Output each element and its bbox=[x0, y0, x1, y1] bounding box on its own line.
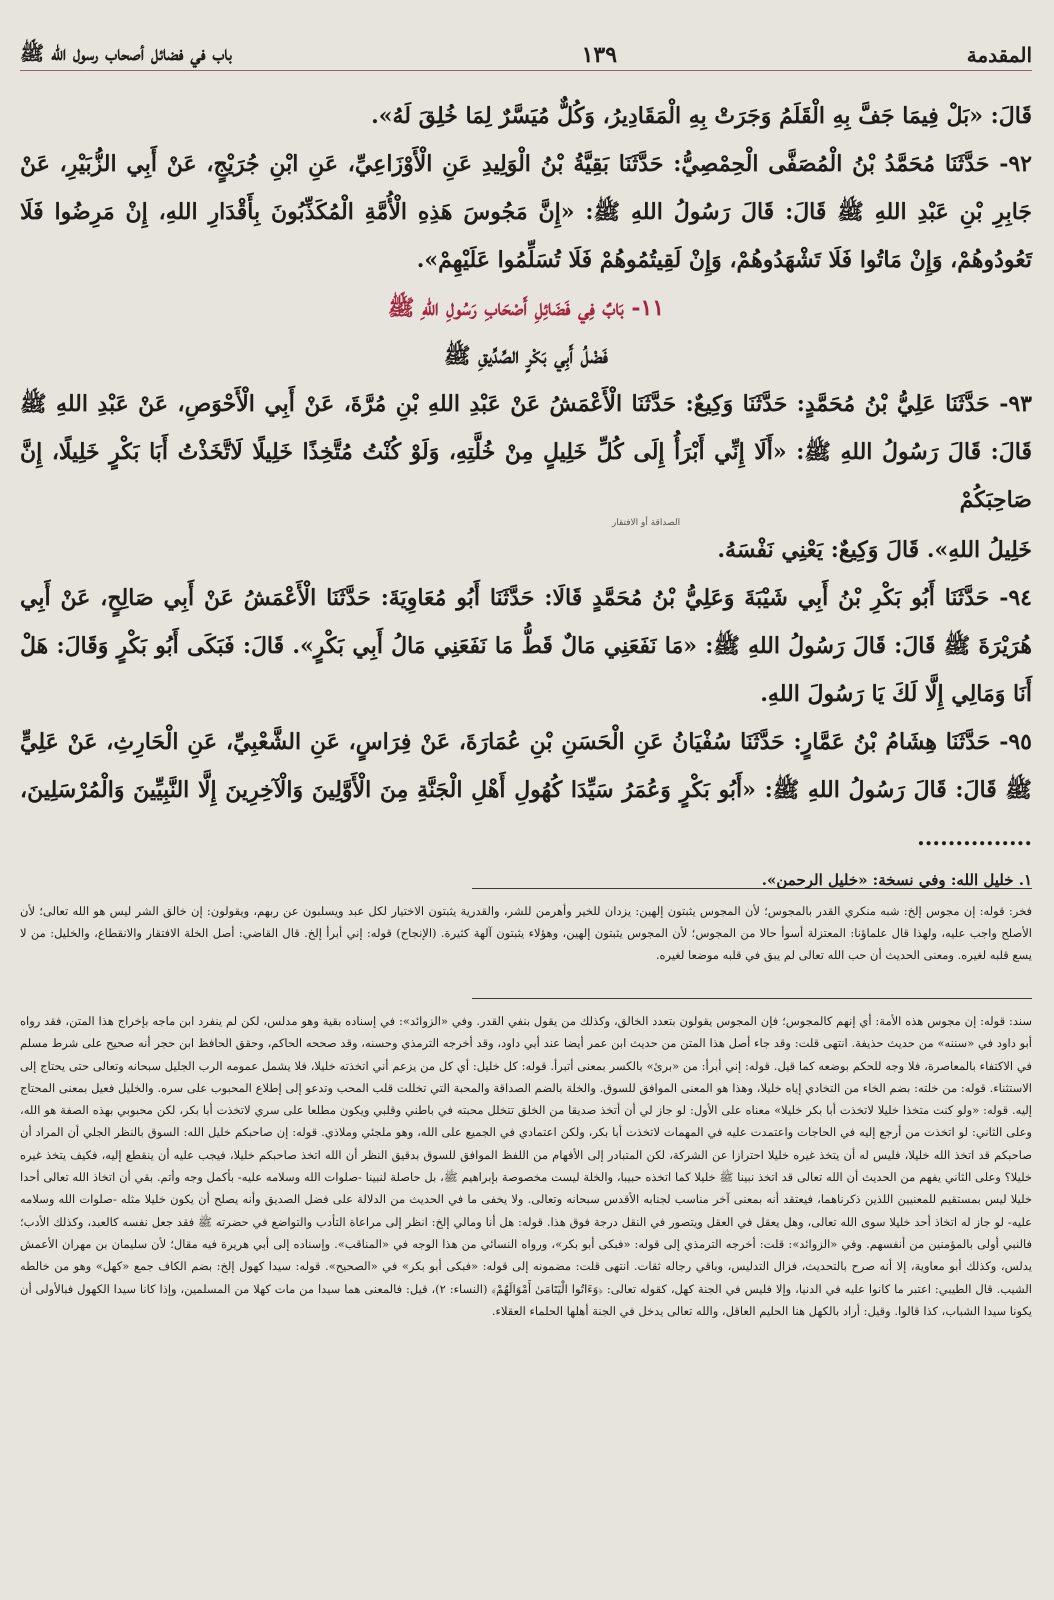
hadith-93-ending: خَلِيلُ اللهِ». قَالَ وَكِيعٌ: يَعْنِي نَفْسَهُ. bbox=[717, 537, 1032, 563]
main-text bbox=[20, 92, 1032, 862]
hadith-94: ٩٤- حَدَّثَنَا أَبُو بَكْرِ بْنُ أَبِي شَيْبَةَ وَعَلِيُّ بْنُ مُحَمَّدٍ قَالَا: حَدَّثَنَا أَبُو مُعَاوِيَةَ: حَدَّثَنَا الْأَعْمَشُ عَنْ أَبِي صَالِحٍ، عَنْ أَبِي هُرَيْرَةَ ﷺ قَالَ: قَالَ رَسُولُ اللهِ ﷺ: «مَا نَفَعَنِي مَالٌ قَطُّ مَا نَفَعَنِي مَالُ أَبِي بَكْرٍ». قَالَ: فَبَكَى أَبُو بَكْرٍ وَقَالَ: هَلْ أَنَا وَمَالِي إِلَّا لَكَ يَا رَسُولَ اللهِ. bbox=[20, 585, 1032, 707]
commentary-sindi: سند: قوله: إن مجوس هذه الأمة: أي إنهم كالمجوس؛ فإن المجوس يقولون بتعدد الخالق، وكذلك من يقول بنفي القدر. وفي «الزوائد»: في إسناده بقية وهو مدلس، لكن لم ينفرد ابن ماجه بإخراج هذا المتن، فقد رواه أبو داود في «سننه» من حديث حذيفة. انتهى قلت: وقد جاء أصل هذا المتن من حديث ابن عمر أيضا عند أبي داود، وقد أخرجه الترمذي وحسنه، وقد صححه الحاكم، وحقق الحافظ ابن حجر أنه صحيح على شرط مسلم في الاكتفاء بالمعاصرة، فلا وجه للحكم بوضعه كما قيل. قوله: إني أبرأ: من «برئ» بالكسر بمعنى أتبرأ. قوله: كل خليل: أي كل من يزعم أني اتخذته خليلا، فلا يشمل عمومه الرب الجليل سبحانه وتعالى حتى يحتاج إلى الاستثناء. قوله: من خلته: بضم الخاء من التخادي إياه خليلا، وهذا هو المعنى الموافق للسوق. والخلة بالضم الصداقة والمحبة التي تخللت قلب المحب وتدعو إلى إطلاع المحبوب على سره. والخليل فعيل بمعنى المحتاج إليه. قوله: «ولو كنت متخذا خليلا لاتخذت أبا بكر خليلا» معناه على الأول: لو جاز لي أن أتخذ صديقا من الخلق تتخلل محبته في باطني وقلبي ويكون مطلعا على سري لاتخذت أبا بكر، لكن محبوبي بهذه الصفة هو الله، وعلى الثاني: لو اتخذت من أرجع إليه في الحاجات واعتمدت عليه في المهمات لاتخذت أبا بكر، ولكن اعتمادي في الجميع على الله، وهو ملجئي وملاذي. قوله: إن صاحبكم خليل الله: السوق بالنظر الجلي أن المراد أن صاحبكم قد اتخذ الله خليلا، فليس له أن يتخذ غيره خليلا احترازا عن الشركة، لكن المتبادر إلى الأفهام من اللفظ الموافق للسوق بدقيق النظر أن الله اتخذ صاحبكم خليلا، فيجب عليه أن ينقطع إليه، فكيف يتخذ غيره خليلا؟ وعلى الثاني يفهم من الحديث أن الله تعالى قد اتخذ نبينا ﷺ خليلا كما اتخذه حبيبا، والخلة ليست مخصوصة بإبراهيم ﷺ، بل حاصلة لنبينا -صلوات الله وسلامه عليه- بأكمل وجه وأتم. بقي أن اتخاذ الله تعالى أحدا خليلا ليس بمستقيم للمعنيين اللذين ذكرناهما، فيعتقد أنه بمعنى آخر مناسب لجنابه الأقدس سبحانه وتعالى. ولا يخفى ما في الحديث من الدلالة على فضل الصديق وأنه يصلح أن يكون خليلا مثله -صلوات الله وسلامه عليه- لو جاز له اتخاذ أحد خليلا سوى الله تعالى، وهل يعقل في العقل ويتصور في النقل درجة فوق هذا. قوله: هل أنا ومالي إلخ: انظر إلى مراعاة التأدب والتواضع في حضرته ﷺ فقد جعل نفسه كالعبد، وكذلك الأدب؛ فالنبي أولى بالمؤمنين من أنفسهم. وفي «الزوائد»: قلت: أخرجه الترمذي إلى قوله: «فبكى أبو بكر»، ورواه النسائي من هذا الوجه في «المناقب». وإسناده إلى أبي هريرة فيه مقال؛ لأن سليمان بن مهران الأعمش يدلس، وكذلك أبو معاوية، إلا أنه صرح بالتحديث، فزال التدليس، وباقي رجاله ثقات. انتهى قلت: مضمونه إلى قوله: «فبكى أبو بكر» في «الصحيح». قوله: سيدا كهول إلخ: بضم الكاف جمع «كهل» وهو من خالطه الشيب. قال الطيبي: اعتبر ما كانوا عليه في الدنيا، وإلا فليس في الجنة كهل، كقوله تعالى: ﴿وَءَاتُوا الْيَتَامَىٰ أَمْوَالَهُمْ﴾ (النساء: ٢)، قيل: فالمعنى هما سيدا من مات كهلا من المسلمين، وإذا كانا سيدا الكهول فبالأولى أن يكونا سيدا الشباب، كذا قالوا. وقيل: أراد بالكهل هنا الحليم العاقل، والله تعالى يدخل في الجنة أهلها الحلماء العقلاء. bbox=[20, 1014, 1032, 1318]
footnote-1: ١. خليل الله: وفي نسخة: «خليل الرحمن». bbox=[761, 871, 1032, 889]
page-number: ١٣٩ bbox=[581, 42, 618, 68]
chapter-heading: ١١- بَابٌ فِي فَضَائِلِ أَصْحَابِ رَسُولِ اللهِ ﷺ bbox=[387, 295, 665, 321]
hadith-95: ٩٥- حَدَّثَنَا هِشَامُ بْنُ عَمَّارٍ: حَدَّثَنَا سُفْيَانُ عَنِ الْحَسَنِ بْنِ عُمَارَةَ، عَنْ فِرَاسٍ، عَنِ الشَّعْبِيِّ، عَنِ الْحَارِثِ، عَنْ عَلِيٍّ ﷺ قَالَ: قَالَ رَسُولُ اللهِ ﷺ: «أَبُو بَكْرٍ وَعُمَرُ سَيِّدَا كُهُولِ أَهْلِ الْجَنَّةِ مِنَ الْأَوَّلِينَ وَالْآخِرِينَ إِلَّا النَّبِيِّينَ وَالْمُرْسَلِينَ، ............... bbox=[20, 729, 1032, 851]
header-section-title: المقدمة bbox=[966, 43, 1032, 67]
section-heading: فَضْلُ أَبِي بَكْرٍ الصِّدِّيقِ ﷺ bbox=[444, 343, 608, 369]
commentary-divider bbox=[472, 998, 1032, 999]
marginal-gloss: الصداقة أو الافتقار bbox=[611, 518, 681, 528]
commentary-fakhr: فخر: قوله: إن مجوس إلخ: شبه منكري القدر بالمجوس؛ لأن المجوس يثبتون إلهين: يزدان للخير وأهرمن للشر، والقدرية يثبتون الاختيار لكل عبد ويسلبون عن ربهم، ويقولون: إن خالق الشر ليس هو الله تعالى؛ لأن الأصلح واجب عليه، ولهذا قال علماؤنا: المعتزلة أسوأ حالا من المجوس؛ لأن المجوس يثبتون إلهين، وهؤلاء يثبتون آلهة كثيرة. (الإنجاح) قوله: إني أبرأ إلخ. قال القاضي: أصل الخلة الافتقار والانقطاع، والخليل: من لا يسع قلبه لغيره. ومعنى الحديث أن حب الله تعالى لم يبق في قلبه موضعا لغيره. bbox=[20, 904, 1032, 962]
hadith-93: ٩٣- حَدَّثَنَا عَلِيُّ بْنُ مُحَمَّدٍ: حَدَّثَنَا وَكِيعٌ: حَدَّثَنَا الْأَعْمَشُ عَنْ عَبْدِ اللهِ بْنِ مُرَّةَ، عَنْ أَبِي الْأَحْوَصِ، عَنْ عَبْدِ اللهِ ﷺ قَالَ: قَالَ رَسُولُ اللهِ ﷺ: «أَلَا إِنِّي أَبْرَأُ إِلَى كُلِّ خَلِيلٍ مِنْ خُلَّتِهِ، وَلَوْ كُنْتُ مُتَّخِذًا خَلِيلًا لَاتَّخَذْتُ أَبَا بَكْرٍ خَلِيلًا، إِنَّ صَاحِبَكُمْ bbox=[20, 391, 1032, 513]
running-header bbox=[20, 40, 1032, 71]
footnote-divider bbox=[472, 888, 1032, 889]
header-chapter-title: باب في فضائل أصحاب رسول الله ﷺ bbox=[20, 40, 232, 65]
hadith-92: ٩٢- حَدَّثَنَا مُحَمَّدُ بْنُ الْمُصَفَّى الْحِمْصِيُّ: حَدَّثَنَا بَقِيَّةُ بْنُ الْوَلِيدِ عَنِ الْأَوْزَاعِيِّ، عَنِ ابْنِ جُرَيْجٍ، عَنْ أَبِي الزُّبَيْرِ، عَنْ جَابِرِ بْنِ عَبْدِ اللهِ ﷺ قَالَ: قَالَ رَسُولُ اللهِ ﷺ: «إِنَّ مَجُوسَ هَذِهِ الْأُمَّةِ الْمُكَذِّبُونَ بِأَقْدَارِ اللهِ، إِنْ مَرِضُوا فَلَا تَعُودُوهُمْ، وَإِنْ مَاتُوا فَلَا تَشْهَدُوهُمْ، وَإِنْ لَقِيتُمُوهُمْ فَلَا تُسَلِّمُوا عَلَيْهِمْ». bbox=[20, 151, 1032, 273]
hadith-91-ending: قَالَ: «بَلْ فِيمَا جَفَّ بِهِ الْقَلَمُ وَجَرَتْ بِهِ الْمَقَادِيرُ، وَكُلٌّ مُيَسَّرٌ لِمَا خُلِقَ لَهُ». bbox=[371, 103, 1032, 129]
